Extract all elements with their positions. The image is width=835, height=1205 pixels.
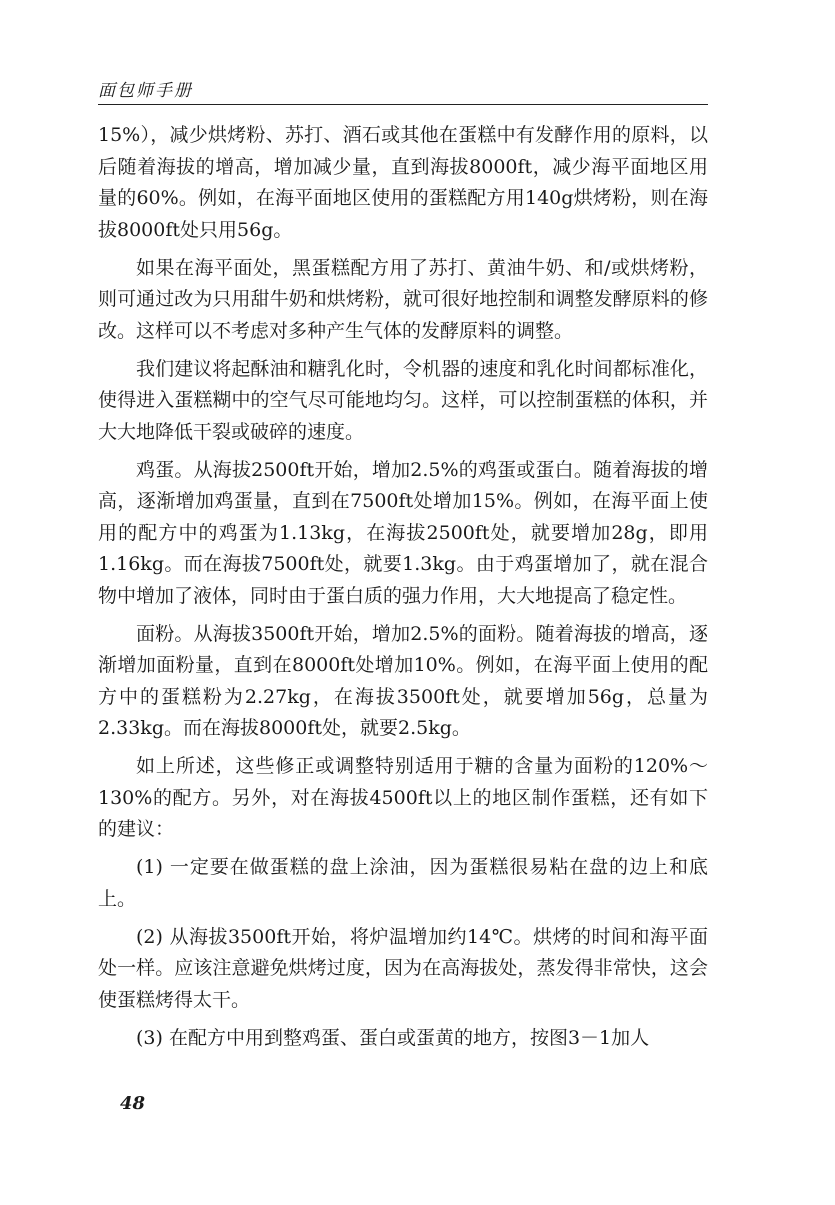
- paragraph-eggs: 鸡蛋。从海拔2500ft开始，增加2.5%的鸡蛋或蛋白。随着海拔的增高，逐渐增加鸡蛋量，直到在7500ft处增加15%。例如，在海平面上使用的配方中的鸡蛋为1.13kg，在海拔2500ft处，就要增加28g，即用1.16kg。而在海拔7500ft处，就要1.3kg。由于鸡蛋增加了，就在混合物中增加了液体，同时由于蛋白质的强力作用，大大地提高了稳定性。: [98, 458, 708, 607]
- header-rule: [98, 104, 708, 105]
- list-item-1: (1) 一定要在做蛋糕的盘上涂油，因为蛋糕很易粘在盘的边上和底上。: [98, 856, 708, 910]
- list-item-2: (2) 从海拔3500ft开始，将炉温增加约14℃。烘烤的时间和海平面处一样。应该注意避免烘烤过度，因为在高海拔处，蒸发得非常快，这会使蛋糕烤得太干。: [98, 925, 708, 1011]
- page-number: 48: [120, 1093, 146, 1114]
- paragraph-dark-cake: 如果在海平面处，黑蛋糕配方用了苏打、黄油牛奶、和/或烘烤粉，则可通过改为只用甜牛奶和烘烤粉，就可很好地控制和调整发酵原料的修改。这样可以不考虑对多种产生气体的发酵原料的调整。: [98, 256, 708, 342]
- running-title: 面包师手册: [98, 81, 193, 101]
- paragraph-flour: 面粉。从海拔3500ft开始，增加2.5%的面粉。随着海拔的增高，逐渐增加面粉量，直到在8000ft处增加10%。例如，在海平面上使用的配方中的蛋糕粉为2.27kg，在海拔3500ft处，就要增加56g，总量为2.33kg。而在海拔8000ft处，就要2.5kg。: [98, 622, 708, 739]
- paragraph-summary: 如上所述，这些修正或调整特别适用于糖的含量为面粉的120%～130%的配方。另外，对在海拔4500ft以上的地区制作蛋糕，还有如下的建议：: [98, 755, 708, 840]
- paragraph-continued: 15%），减少烘烤粉、苏打、酒石或其他在蛋糕中有发酵作用的原料，以后随着海拔的增高，增加减少量，直到海拔8000ft，减少海平面地区用量的60%。例如，在海平面地区使用的蛋糕配方用140g烘烤粉，则在海拔8000ft处只用56g。: [98, 124, 708, 241]
- paragraph-emulsify: 我们建议将起酥油和糖乳化时，令机器的速度和乳化时间都标准化，使得进入蛋糕糊中的空气尽可能地均匀。这样，可以控制蛋糕的体积，并大大地降低干裂或破碎的速度。: [98, 357, 708, 443]
- list-item-3: (3) 在配方中用到整鸡蛋、蛋白或蛋黄的地方，按图3－1加人: [136, 1026, 650, 1049]
- body-text: [98, 120, 708, 1061]
